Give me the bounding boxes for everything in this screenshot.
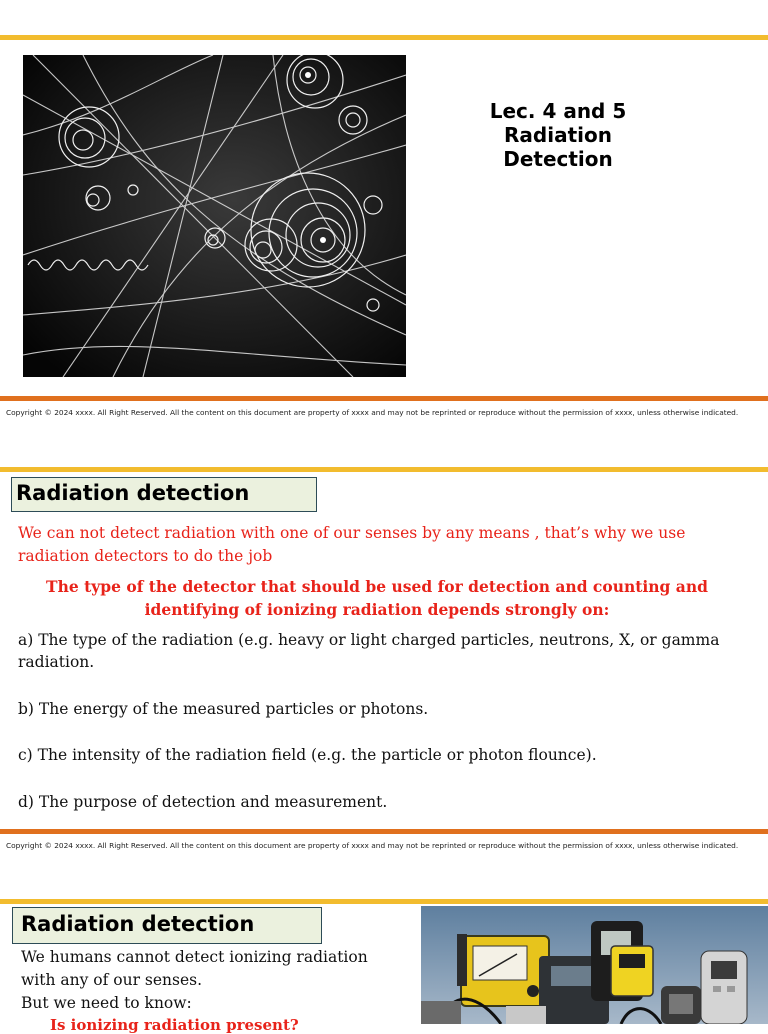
list-item: b) The energy of the measured particles or photons. — [18, 700, 429, 718]
section-heading: Radiation detection — [12, 907, 322, 944]
detector-instruments-photo — [421, 906, 768, 1024]
key-statement: The type of the detector that should be used for detection and counting and identifying of ionizing radiation depends strongly on: — [46, 577, 708, 619]
slide-1 — [0, 0, 768, 404]
radiation-detector-instruments-icon — [421, 906, 768, 1024]
bubble-chamber-photo — [23, 55, 406, 377]
section-heading: Radiation detection — [11, 477, 317, 512]
list-item: d) The purpose of detection and measurement. — [18, 793, 388, 811]
slide-top-rule — [0, 899, 768, 904]
bubble-chamber-tracks-icon — [23, 55, 406, 377]
body-line: We humans cannot detect ionizing radiation — [21, 948, 368, 966]
lecture-title-line-3: Detection — [503, 147, 613, 171]
list-item: c) The intensity of the radiation field (e.g. the particle or photon flounce). — [18, 746, 597, 764]
slide-bottom-rule — [0, 396, 768, 401]
intro-paragraph: We can not detect radiation with one of our senses by any means , that’s why we use radiation detectors to do the job — [18, 524, 686, 565]
question-bullet: Is ionizing radiation present? — [50, 1016, 299, 1034]
copyright-notice: Copyright © 2024 xxxx. All Right Reserved. All the content on this document are property of xxxx and may not be reprinted or reproduce without the permission of xxxx, unless otherwise indicated. — [6, 841, 739, 850]
lecture-title-line-1: Lec. 4 and 5 — [489, 99, 627, 123]
lecture-title-line-2: Radiation — [504, 123, 612, 147]
body-line: with any of our senses. — [21, 971, 203, 989]
lecture-title — [458, 99, 658, 171]
slide-bottom-rule — [0, 829, 768, 834]
slide-top-rule — [0, 35, 768, 40]
body-line: But we need to know: — [21, 994, 192, 1012]
copyright-notice: Copyright © 2024 xxxx. All Right Reserved. All the content on this document are property of xxxx and may not be reprinted or reproduce without the permission of xxxx, unless otherwise indicated. — [6, 408, 739, 417]
slide-top-rule — [0, 467, 768, 472]
list-item: a) The type of the radiation (e.g. heavy or light charged particles, neutrons, X, or gamma radiation. — [18, 631, 720, 671]
